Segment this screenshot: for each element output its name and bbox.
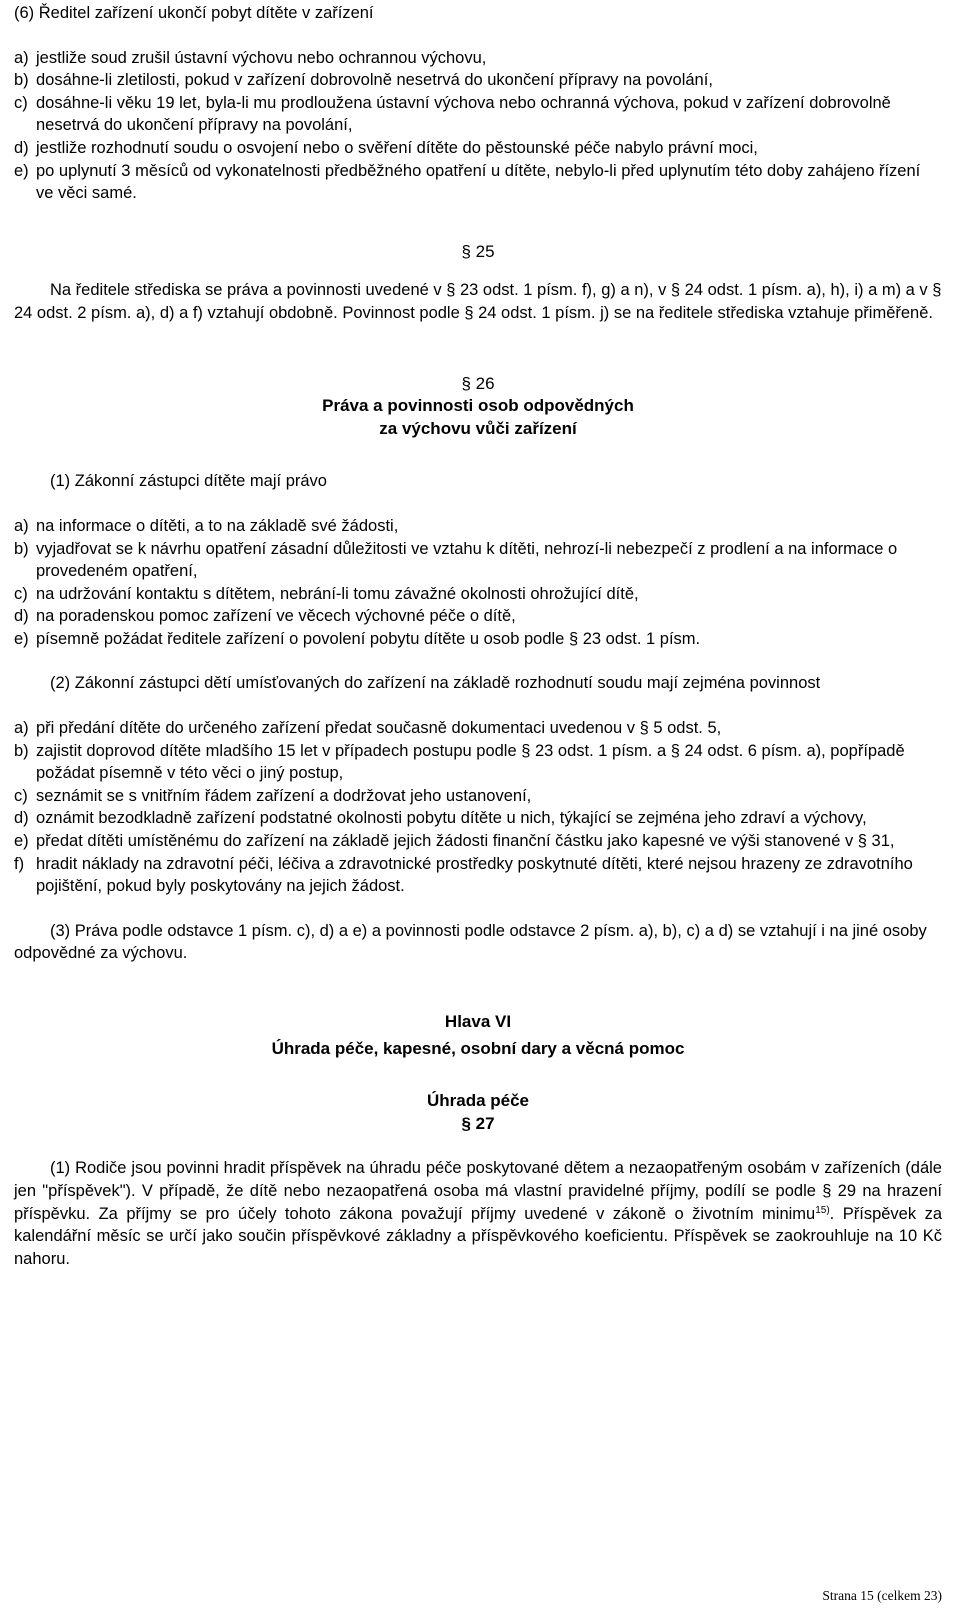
list-item <box>14 807 942 830</box>
section-26-p3: (3) Práva podle odstavce 1 písm. c), d) a e) a povinnosti podle odstavce 2 písm. a), b), c) a d) se vztahují i na jiné osoby odpovědné za výchovu. <box>14 921 927 963</box>
item-text: po uplynutí 3 měsíců od vykonatelnosti předběžného opatření u dítěte, nebylo-li před uplynutím této doby zahájeno řízení ve věci samé. <box>36 161 921 203</box>
list-item <box>14 92 942 137</box>
item-label: e) <box>14 161 29 180</box>
section-26-heading: § 26 <box>461 373 495 393</box>
item-label: d) <box>14 809 29 828</box>
list-item <box>14 69 942 92</box>
item-text: dosáhne-li zletilosti, pokud v zařízení dobrovolně nesetrvá do ukončení přípravy na povolání, <box>36 71 713 90</box>
item-label: f) <box>14 854 25 873</box>
item-label: c) <box>14 93 28 112</box>
item-text: seznámit se s vnitřním řádem zařízení a dodržovat jeho ustanovení, <box>36 786 532 805</box>
item-text: na informace o dítěti, a to na základě své žádosti, <box>36 516 399 535</box>
section-26-p1-list <box>14 515 942 651</box>
item-label: a) <box>14 719 29 738</box>
section-25-text: Na ředitele střediska se práva a povinnosti uvedené v § 23 odst. 1 písm. f), g) a n), v § 24 odst. 1 písm. a), h), i) a m) a v § 24 odst. 2 písm. a), d) a f) vztahují obdobně. Povinnost podle § 24 odst. 1 písm. j) se na ředitele střediska vztahuje přiměřeně. <box>14 281 942 322</box>
item-label: e) <box>14 832 29 851</box>
item-label: d) <box>14 607 29 626</box>
item-text: na poradenskou pomoc zařízení ve věcech výchovné péče o dítě, <box>36 607 516 626</box>
section-25-heading: § 25 <box>461 241 495 261</box>
para6-list <box>14 47 942 205</box>
item-label: a) <box>14 516 29 535</box>
item-text: písemně požádat ředitele zařízení o povolení pobytu dítěte u osob podle § 23 odst. 1 písm. <box>36 629 701 648</box>
item-text: na udržování kontaktu s dítětem, nebrání-li tomu závažné okolnosti ohrožující dítě, <box>36 584 639 603</box>
item-label: d) <box>14 138 29 157</box>
item-text: při předání dítěte do určeného zařízení předat současně dokumentaci uvedenou v § 5 odst. 5, <box>36 719 722 738</box>
list-item <box>14 717 942 740</box>
list-item <box>14 583 942 606</box>
item-label: c) <box>14 584 28 603</box>
list-item <box>14 830 942 853</box>
section-27-p1-text-a: (1) Rodiče jsou povinni hradit příspěvek na úhradu péče poskytované dětem a nezaopatřeným osobám v zařízeních (dále jen "příspěvek"). V případě, že dítě nebo nezaopatřená osoba má vlastní pravidelné příjmy, podílí se podle § 29 na hrazení příspěvku. Za příjmy se pro účely tohoto zákona považují příjmy uvedené v zákoně o životním minimu <box>14 1159 942 1223</box>
list-item <box>14 853 942 898</box>
item-label: e) <box>14 629 29 648</box>
list-item <box>14 47 942 70</box>
item-label: c) <box>14 786 28 805</box>
item-text: jestliže rozhodnutí soudu o osvojení nebo o svěření dítěte do pěstounské péče nabylo právní moci, <box>36 138 758 157</box>
list-item <box>14 605 942 628</box>
section-27-p1 <box>14 1157 942 1270</box>
head-vi-line1: Hlava VI <box>444 1012 512 1031</box>
item-text: hradit náklady na zdravotní péči, léčiva a zdravotnické prostředky poskytnuté dítěti, které nejsou hrazeny ze zdravotního pojištění, pokud byly poskytovány na jejich žádost. <box>36 854 913 896</box>
section-26-title-line1: Práva a povinnosti osob odpovědných <box>322 396 634 416</box>
list-item <box>14 740 942 785</box>
item-text: předat dítěti umístěnému do zařízení na základě jejich žádosti finanční částku jako kapesné ve výši stanovené v § 31, <box>36 832 895 851</box>
section-27-subtitle: Úhrada péče <box>426 1091 530 1111</box>
list-item <box>14 515 942 538</box>
list-item <box>14 785 942 808</box>
item-text: zajistit doprovod dítěte mladšího 15 let v případech postupu podle § 23 odst. 1 písm. a § 24 odst. 6 písm. a), popřípadě požádat písemně v této věci o jiný postup, <box>36 741 905 783</box>
item-text: vyjadřovat se k návrhu opatření zásadní důležitosti ve vztahu k dítěti, nehrozí-li nebezpečí z prodlení a na informace o provedeném opatření, <box>36 539 898 581</box>
section-26-title-line2: za výchovu vůči zařízení <box>379 418 577 438</box>
list-item <box>14 160 942 205</box>
item-label: b) <box>14 71 29 90</box>
item-text: dosáhne-li věku 19 let, byla-li mu prodloužena ústavní výchova nebo ochranná výchova, pokud v zařízení dobrovolně nesetrvá do ukončení přípravy na povolání, <box>36 93 891 135</box>
item-label: b) <box>14 539 29 558</box>
footnote-ref: 15) <box>815 1204 830 1216</box>
item-text: oznámit bezodkladně zařízení podstatné okolnosti pobytu dítěte u nich, týkající se zejména jeho zdraví a výchovy, <box>36 809 867 828</box>
document-page <box>14 0 942 1270</box>
section-27-p1-text-b: . Příspěvek za kalendářní měsíc se určí jako součin příspěvkové základny a příspěvkového koeficientu. Příspěvek se zaokrouhluje na 10 Kč nahoru. <box>14 1204 942 1268</box>
item-label: b) <box>14 741 29 760</box>
list-item <box>14 538 942 583</box>
item-text: jestliže soud zrušil ústavní výchovu nebo ochrannou výchovu, <box>36 48 487 67</box>
section-26-p1-intro: (1) Zákonní zástupci dítěte mají právo <box>50 472 327 491</box>
section-26-p2-intro: (2) Zákonní zástupci dětí umísťovaných do zařízení na základě rozhodnutí soudu mají zejména povinnost <box>50 674 821 693</box>
head-vi-line2: Úhrada péče, kapesné, osobní dary a věcná pomoc <box>271 1038 685 1058</box>
list-item <box>14 628 942 651</box>
section-26-p2-list <box>14 717 942 898</box>
item-label: a) <box>14 48 29 67</box>
list-item <box>14 137 942 160</box>
para6-intro: (6) Ředitel zařízení ukončí pobyt dítěte v zařízení <box>14 4 374 22</box>
section-27-heading: § 27 <box>461 1113 495 1133</box>
page-footer: Strana 15 (celkem 23) <box>822 1588 942 1603</box>
